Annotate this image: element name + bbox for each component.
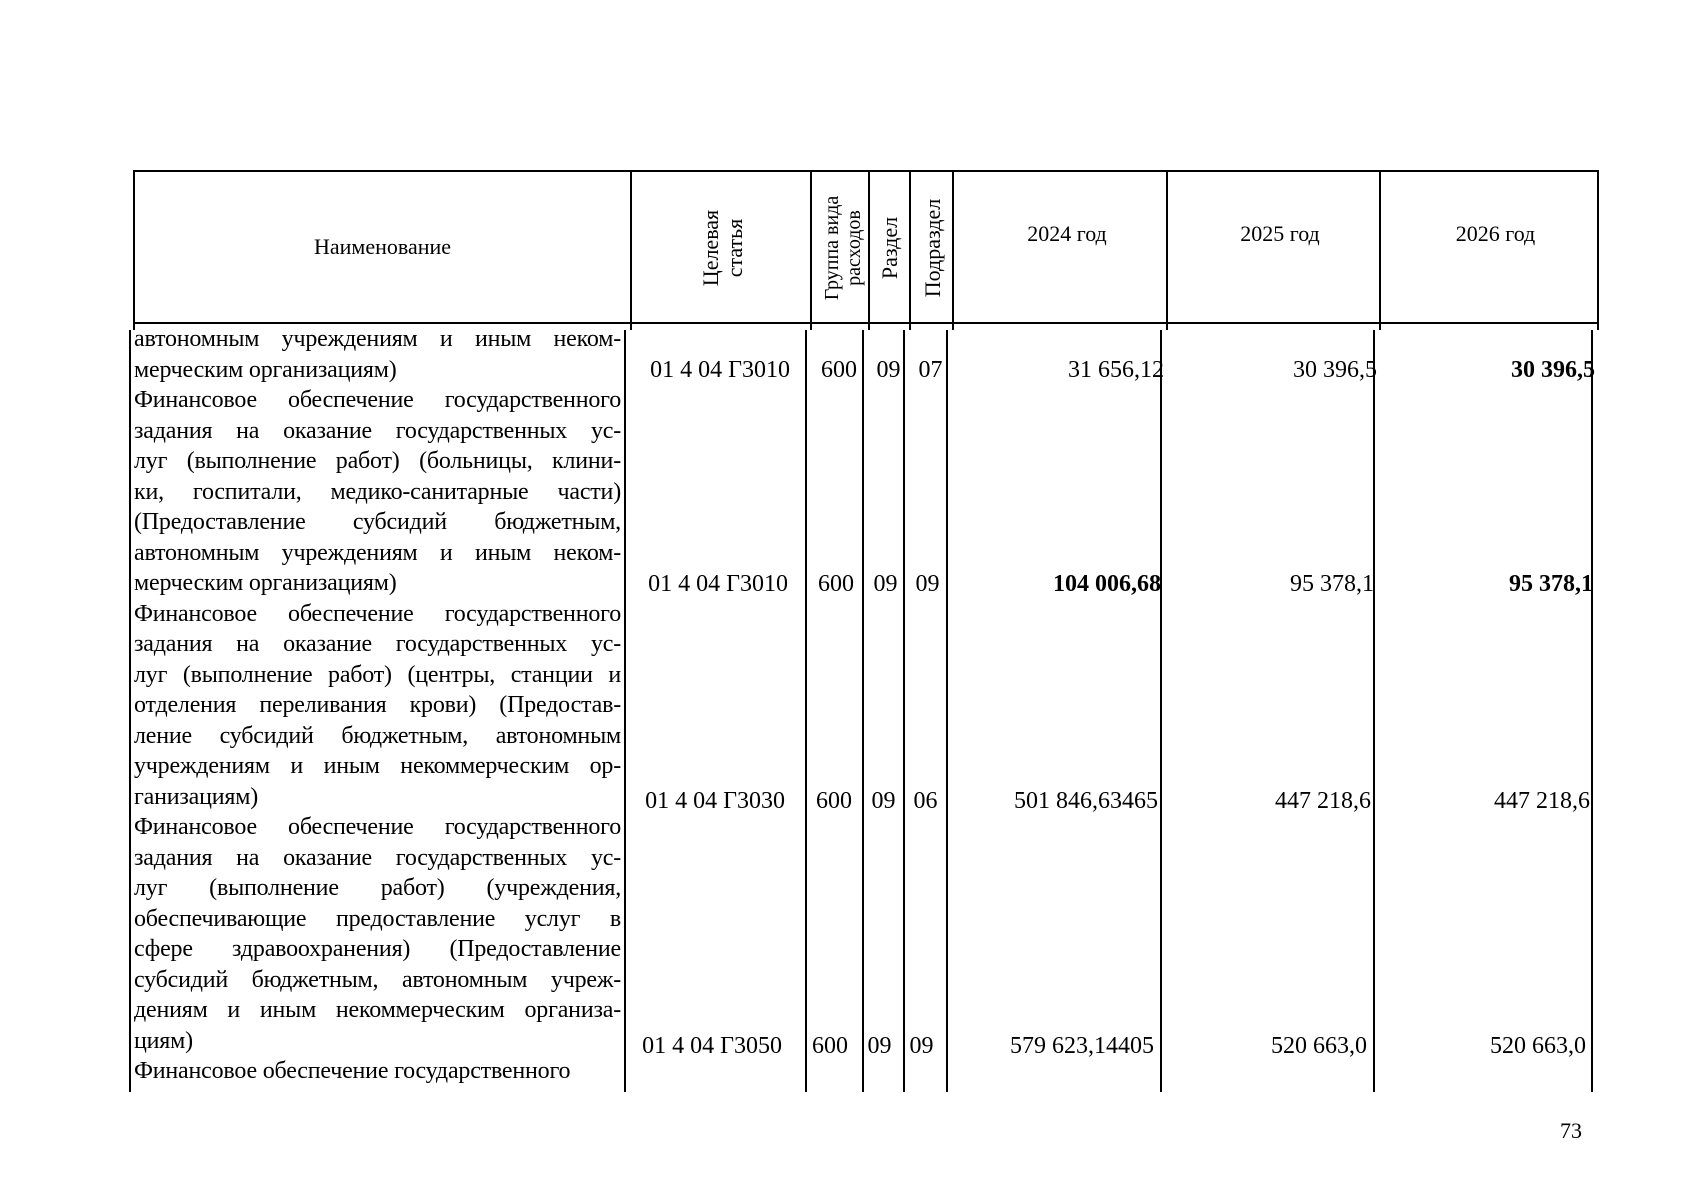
name-line: обеспечивающие предоставление услуг в — [134, 905, 621, 932]
name-line: сфере здравоохранения) (Предоставление — [134, 936, 621, 962]
name-line: ки, госпитали, медико-санитарные части) — [134, 478, 621, 505]
header-expense-group-line2: расходов — [843, 210, 865, 286]
column-border-name — [630, 170, 632, 330]
header-year-2024: 2024 год — [1027, 221, 1107, 246]
column-border-article — [805, 330, 807, 1092]
cell-subsection: 07 — [918, 357, 943, 383]
column-border-section — [903, 330, 905, 1092]
name-line: автономным учреждениям и иным неком- — [134, 539, 621, 566]
name-line: дениям и иным некоммерческим организа- — [134, 997, 621, 1023]
cell-2024: 579 623,14405 — [1010, 1033, 1154, 1059]
cell-2025: 447 218,6 — [1275, 788, 1371, 814]
cell-2025: 30 396,5 — [1293, 357, 1377, 383]
column-border-group — [862, 330, 864, 1092]
cell-section: 09 — [871, 788, 896, 814]
name-line: задания на оказание государственных ус- — [134, 844, 621, 871]
cell-group: 600 — [818, 571, 854, 597]
cell-2025: 95 378,1 — [1290, 571, 1374, 597]
column-border-right — [1597, 170, 1599, 330]
name-line: ление субсидий бюджетным, автономным — [134, 722, 621, 749]
cell-2026: 30 396,5 — [1511, 357, 1595, 383]
name-line: мерческим организациям) — [134, 356, 397, 383]
name-line: (Предоставление субсидий бюджетным, — [134, 509, 621, 535]
cell-2026: 95 378,1 — [1509, 571, 1593, 597]
column-border-subsection — [946, 330, 948, 1092]
cell-article: 01 4 04 Г3010 — [648, 571, 788, 597]
header-expense-group-line1: Группа вида — [821, 195, 843, 301]
cell-article: 01 4 04 Г3050 — [642, 1033, 782, 1059]
cell-group: 600 — [816, 788, 852, 814]
cell-2026: 520 663,0 — [1490, 1033, 1586, 1059]
cell-2024: 501 846,63465 — [1014, 788, 1158, 814]
column-border-name — [624, 330, 626, 1092]
cell-subsection: 09 — [915, 571, 940, 597]
column-border-2025 — [1379, 170, 1381, 330]
column-border-2025 — [1373, 330, 1375, 1092]
name-line: луг (выполнение работ) (учреждения, — [134, 875, 621, 901]
header-target-article-line2: статья — [722, 218, 747, 278]
cell-article: 01 4 04 Г3030 — [645, 788, 785, 814]
header-year-2026: 2026 год — [1455, 221, 1536, 246]
header-section: Раздел — [877, 216, 902, 280]
header-year-2025: 2025 год — [1240, 221, 1320, 246]
name-line: отделения переливания крови) (Предостав- — [134, 692, 621, 718]
name-line: мерческим организациям) — [134, 570, 397, 596]
cell-article: 01 4 04 Г3010 — [650, 357, 790, 383]
header-subsection: Подраздел — [920, 198, 945, 298]
name-line: Финансовое обеспечение государственного — [134, 1058, 571, 1084]
cell-section: 09 — [867, 1033, 892, 1059]
cell-section: 09 — [873, 571, 898, 597]
header-name: Наименование — [313, 234, 452, 259]
header-target-article — [699, 210, 747, 286]
name-line: Финансовое обеспечение государственного — [134, 387, 621, 413]
name-line: задания на оказание государственных ус- — [134, 417, 621, 444]
column-border-2024 — [1160, 330, 1162, 1092]
name-line: луг (выполнение работ) (больницы, клини- — [134, 448, 621, 474]
name-line: учреждениям и иным некоммерческим ор- — [134, 753, 621, 779]
header-expense-group — [821, 196, 865, 301]
name-line: ганизациям) — [134, 783, 259, 810]
cell-2024: 104 006,68 — [1053, 571, 1161, 597]
page-number: 73 — [1560, 1118, 1582, 1143]
cell-2026: 447 218,6 — [1494, 788, 1590, 814]
cell-subsection: 09 — [909, 1033, 934, 1059]
cell-section: 09 — [876, 357, 901, 383]
column-border-group — [868, 170, 870, 330]
name-column-text — [134, 324, 621, 1087]
name-line: циям) — [134, 1027, 193, 1054]
name-line: Финансовое обеспечение государственного — [134, 600, 621, 627]
cell-2024: 31 656,12 — [1068, 357, 1164, 383]
name-line: задания на оказание государственных ус- — [134, 631, 621, 657]
column-border-article — [810, 170, 812, 330]
column-border-2024 — [1166, 170, 1168, 330]
header-target-article-line1: Целевая — [698, 209, 723, 287]
name-line: субсидий бюджетным, автономным учреж- — [134, 966, 621, 993]
name-line: луг (выполнение работ) (центры, станции и — [134, 661, 621, 688]
cell-2025: 520 663,0 — [1271, 1033, 1367, 1059]
column-border-right — [1591, 330, 1593, 1092]
cell-subsection: 06 — [913, 788, 938, 814]
column-border-subsection — [952, 170, 954, 330]
name-line: Финансовое обеспечение государственного — [134, 814, 621, 840]
column-border-section — [909, 170, 911, 330]
name-line: автономным учреждениям и иным неком- — [134, 326, 621, 352]
column-border-left — [129, 330, 131, 1092]
cell-group: 600 — [812, 1033, 848, 1059]
cell-group: 600 — [821, 357, 857, 383]
